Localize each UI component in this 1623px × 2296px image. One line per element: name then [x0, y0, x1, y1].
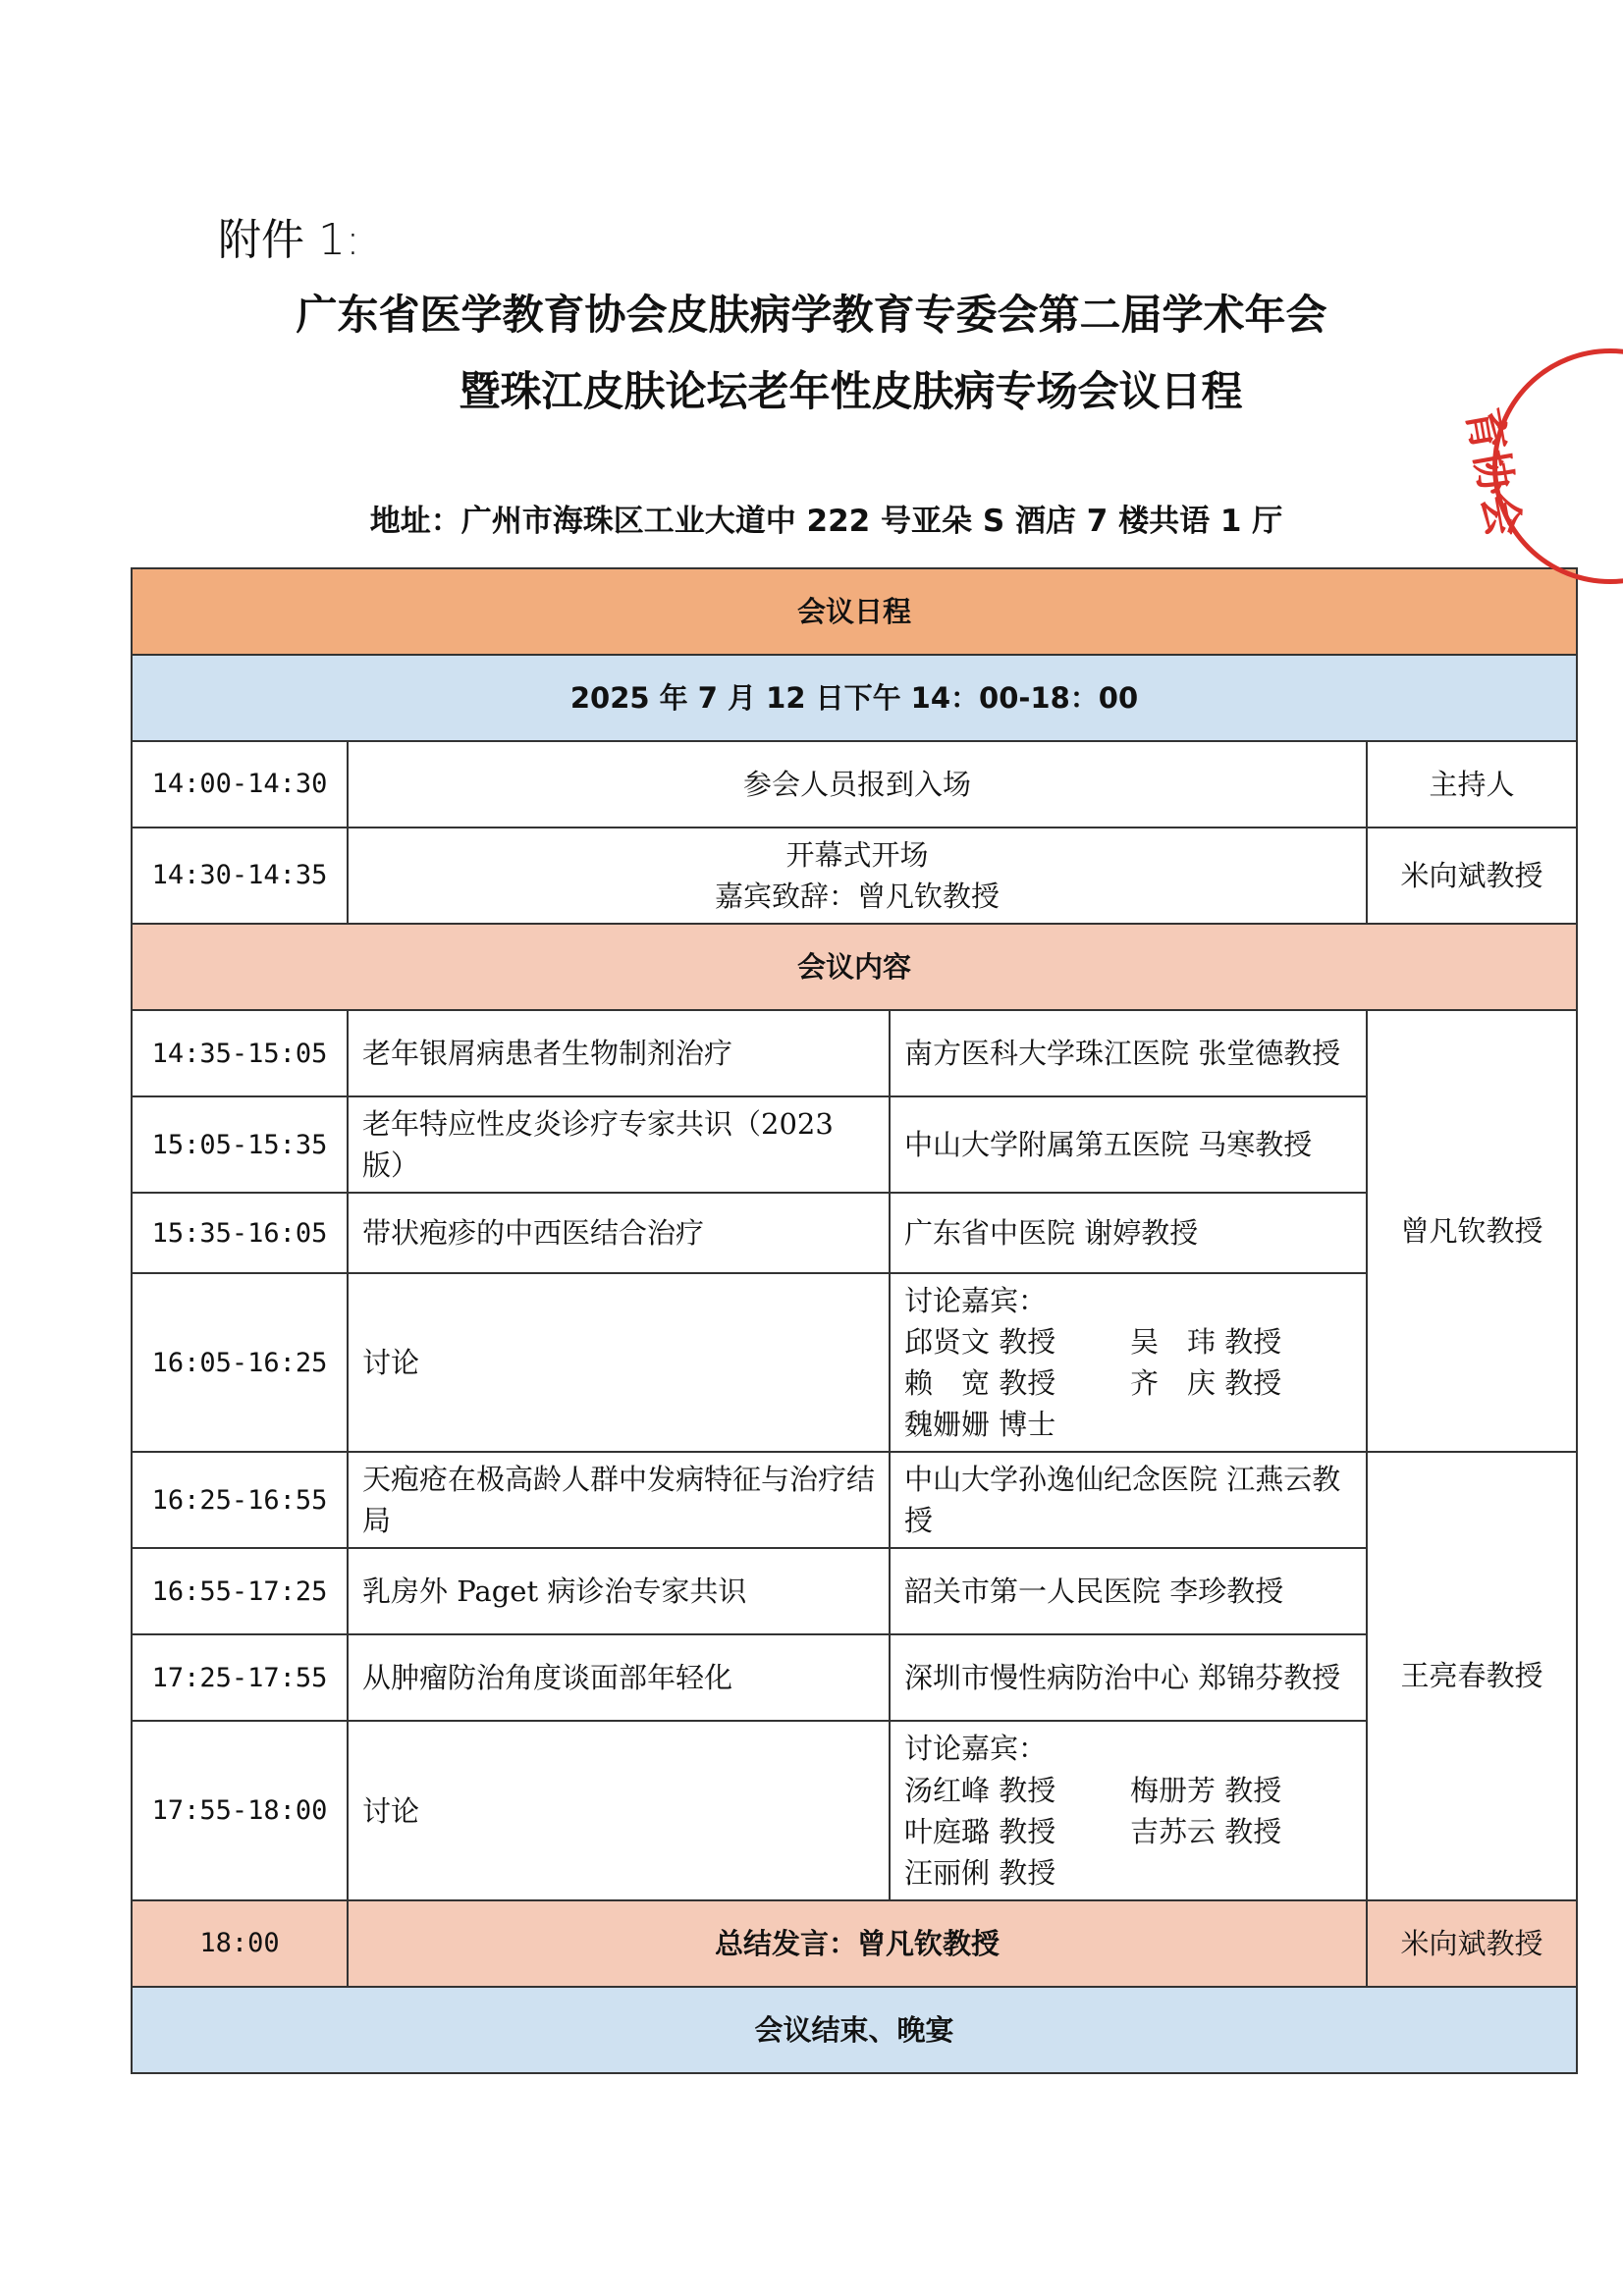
time-cell: 18:00 [132, 1900, 348, 1987]
guests-label: 讨论嘉宾： [904, 1284, 1048, 1318]
topic-cell: 老年银屑病患者生物制剂治疗 [348, 1010, 890, 1096]
guest-name: 魏姗姗 博士 [904, 1408, 1056, 1442]
table-row [132, 1096, 1577, 1193]
guests-cell [890, 1721, 1367, 1899]
closing-row [132, 1987, 1577, 2073]
attachment-label: 附件 1: [218, 215, 360, 265]
guest-name: 叶庭璐 教授 [904, 1814, 1056, 1848]
table-row [132, 828, 1577, 924]
schedule-date: 2025 年 7 月 12 日下午 14：00-18：00 [132, 655, 1577, 741]
time-cell: 14:00-14:30 [132, 741, 348, 828]
table-row [132, 741, 1577, 828]
table-row [132, 1273, 1577, 1452]
table-row [132, 1721, 1577, 1899]
guest-name: 邱贤文 教授 [904, 1325, 1056, 1360]
schedule-table [131, 567, 1578, 2074]
time-cell: 15:35-16:05 [132, 1193, 348, 1273]
section-title: 会议内容 [132, 924, 1577, 1010]
venue-address: 地址：广州市海珠区工业大道中 222 号亚朵 S 酒店 7 楼共语 1 厅 [369, 504, 1283, 539]
section-row [132, 924, 1577, 1010]
topic-cell: 乳房外 Paget 病诊治专家共识 [348, 1548, 890, 1634]
guests-cell [890, 1273, 1367, 1452]
content-cell: 参会人员报到入场 [348, 741, 1367, 828]
speaker-cell: 韶关市第一人民医院 李珍教授 [890, 1548, 1367, 1634]
time-cell: 17:25-17:55 [132, 1634, 348, 1721]
time-cell: 16:05-16:25 [132, 1273, 348, 1452]
time-cell: 16:55-17:25 [132, 1548, 348, 1634]
speaker-cell: 深圳市慢性病防治中心 郑锦芬教授 [890, 1634, 1367, 1721]
host-cell: 米向斌教授 [1367, 828, 1577, 924]
guests-label: 讨论嘉宾： [904, 1732, 1048, 1766]
table-row [132, 1634, 1577, 1721]
guest-name: 吴 玮 教授 [1130, 1325, 1282, 1360]
host-cell: 王亮春教授 [1367, 1452, 1577, 1899]
guest-name: 赖 宽 教授 [904, 1366, 1056, 1401]
speaker-cell: 中山大学孙逸仙纪念医院 江燕云教授 [890, 1452, 1367, 1548]
date-row [132, 655, 1577, 741]
summary-row [132, 1900, 1577, 1987]
topic-cell: 从肿瘤防治角度谈面部年轻化 [348, 1634, 890, 1721]
speaker-cell: 广东省中医院 谢婷教授 [890, 1193, 1367, 1273]
host-cell: 米向斌教授 [1367, 1900, 1577, 1987]
topic-cell: 天疱疮在极高龄人群中发病特征与治疗结局 [348, 1452, 890, 1548]
summary-content: 总结发言：曾凡钦教授 [348, 1900, 1367, 1987]
guest-name: 吉苏云 教授 [1130, 1814, 1282, 1848]
time-cell: 17:55-18:00 [132, 1721, 348, 1899]
table-row [132, 1010, 1577, 1096]
speaker-cell: 中山大学附属第五医院 马寒教授 [890, 1096, 1367, 1193]
schedule-header-row [132, 568, 1577, 655]
topic-cell: 老年特应性皮炎诊疗专家共识（2023版） [348, 1096, 890, 1193]
document-title-line2: 暨珠江皮肤论坛老年性皮肤病专场会议日程 [459, 367, 1243, 415]
time-cell: 14:35-15:05 [132, 1010, 348, 1096]
host-cell: 曾凡钦教授 [1367, 1010, 1577, 1452]
content-cell [348, 828, 1367, 924]
table-row [132, 1452, 1577, 1548]
guest-name: 齐 庆 教授 [1130, 1366, 1282, 1401]
welcome-speech-line: 嘉宾致辞：曾凡钦教授 [714, 880, 1000, 914]
time-cell: 16:25-16:55 [132, 1452, 348, 1548]
speaker-cell: 南方医科大学珠江医院 张堂德教授 [890, 1010, 1367, 1096]
topic-cell: 讨论 [348, 1273, 890, 1452]
opening-line: 开幕式开场 [785, 838, 929, 872]
topic-cell: 带状疱疹的中西医结合治疗 [348, 1193, 890, 1273]
topic-cell: 讨论 [348, 1721, 890, 1899]
host-cell: 主持人 [1367, 741, 1577, 828]
schedule-header: 会议日程 [132, 568, 1577, 655]
time-cell: 15:05-15:35 [132, 1096, 348, 1193]
table-row [132, 1548, 1577, 1634]
seal-text: 育协会 [1456, 403, 1530, 541]
guest-name: 汪丽俐 教授 [904, 1855, 1056, 1890]
closing-text: 会议结束、晚宴 [132, 1987, 1577, 2073]
guest-name: 汤红峰 教授 [904, 1773, 1056, 1807]
document-title-line1: 广东省医学教育协会皮肤病学教育专委会第二届学术年会 [296, 291, 1327, 339]
guest-name: 梅册芳 教授 [1130, 1773, 1282, 1807]
time-cell: 14:30-14:35 [132, 828, 348, 924]
table-row [132, 1193, 1577, 1273]
